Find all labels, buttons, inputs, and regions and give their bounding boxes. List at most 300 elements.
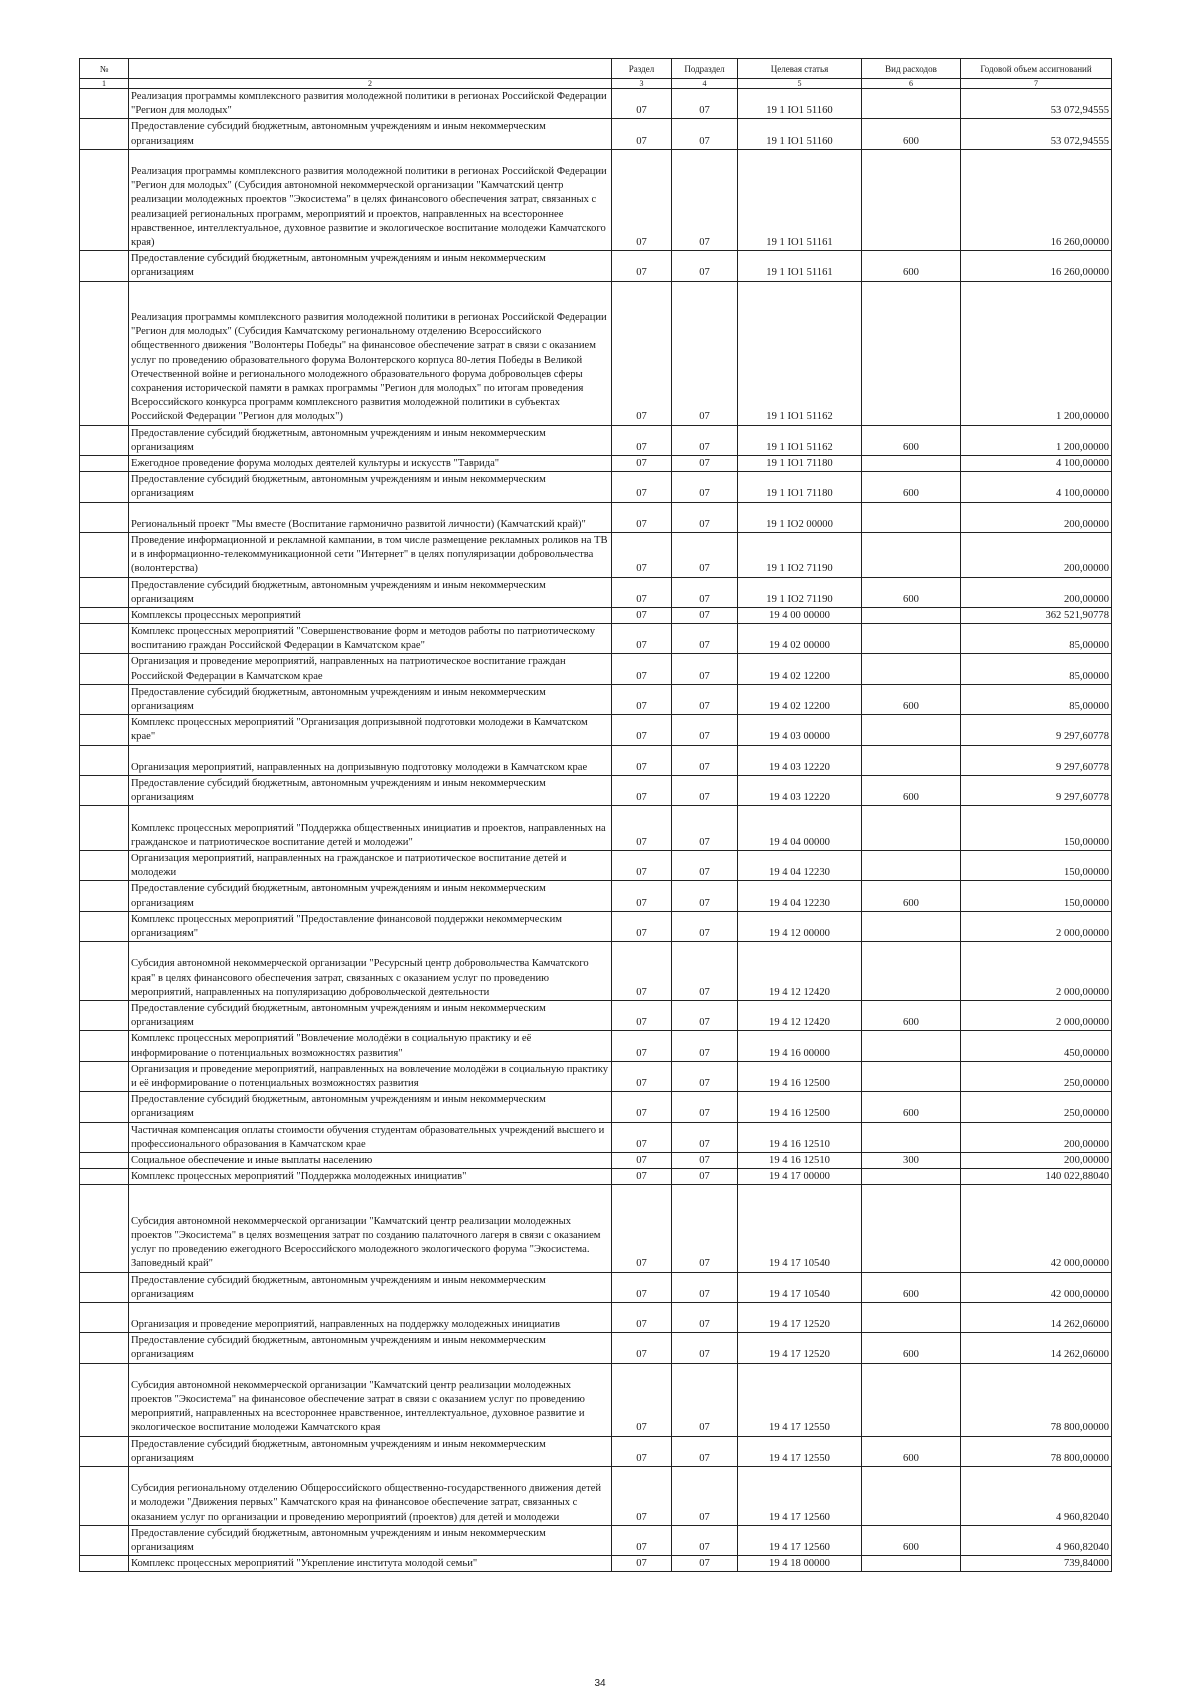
row-target-cell: 19 4 18 00000 bbox=[738, 1556, 862, 1572]
row-subsection-cell: 07 bbox=[672, 1272, 738, 1302]
table-row bbox=[80, 684, 1112, 714]
row-target-cell: 19 4 03 00000 bbox=[738, 715, 862, 745]
table-row bbox=[80, 455, 1112, 471]
row-expense-cell: 600 bbox=[862, 1333, 961, 1363]
row-number-cell bbox=[80, 1031, 129, 1061]
row-amount-cell: 140 022,88040 bbox=[961, 1169, 1112, 1185]
row-target-cell: 19 4 03 12220 bbox=[738, 776, 862, 806]
row-name-cell: Предоставление субсидий бюджетным, автономным учреждениям и иным некоммерческим организациям bbox=[129, 1001, 612, 1031]
row-target-cell: 19 4 02 00000 bbox=[738, 624, 862, 654]
row-expense-cell bbox=[862, 1302, 961, 1332]
row-number-cell bbox=[80, 472, 129, 502]
table-row bbox=[80, 1092, 1112, 1122]
row-target-cell: 19 4 12 12420 bbox=[738, 1001, 862, 1031]
row-name-cell: Субсидия автономной некоммерческой организации "Камчатский центр реализации молодежных проектов "Экосистема" в целях возмещения затрат по созданию палаточного лагеря в связи с оказанием услуг по проведению ежегодного Всероссийского молодежного экологического форума "Экосистема. Заповедный край" bbox=[129, 1185, 612, 1272]
row-number-cell bbox=[80, 1272, 129, 1302]
row-section-cell: 07 bbox=[612, 715, 672, 745]
row-section-cell: 07 bbox=[612, 1363, 672, 1436]
row-subsection-cell: 07 bbox=[672, 455, 738, 471]
row-amount-cell: 16 260,00000 bbox=[961, 251, 1112, 281]
row-target-cell: 19 1 IО1 51160 bbox=[738, 119, 862, 149]
table-row bbox=[80, 745, 1112, 775]
row-amount-cell: 85,00000 bbox=[961, 624, 1112, 654]
row-amount-cell: 150,00000 bbox=[961, 851, 1112, 881]
row-subsection-cell: 07 bbox=[672, 502, 738, 532]
table-row bbox=[80, 942, 1112, 1001]
row-number-cell bbox=[80, 745, 129, 775]
row-expense-cell: 600 bbox=[862, 1436, 961, 1466]
row-target-cell: 19 4 03 12220 bbox=[738, 745, 862, 775]
row-amount-cell: 9 297,60778 bbox=[961, 776, 1112, 806]
row-expense-cell bbox=[862, 1467, 961, 1526]
row-expense-cell: 600 bbox=[862, 425, 961, 455]
header-section: Раздел bbox=[612, 59, 672, 79]
row-expense-cell bbox=[862, 624, 961, 654]
row-number-cell bbox=[80, 624, 129, 654]
row-name-cell: Комплекс процессных мероприятий "Поддержка молодежных инициатив" bbox=[129, 1169, 612, 1185]
row-expense-cell: 600 bbox=[862, 577, 961, 607]
row-expense-cell bbox=[862, 607, 961, 623]
row-target-cell: 19 1 IО1 51161 bbox=[738, 251, 862, 281]
row-target-cell: 19 4 12 00000 bbox=[738, 911, 862, 941]
column-number: 2 bbox=[129, 79, 612, 89]
row-subsection-cell: 07 bbox=[672, 1436, 738, 1466]
row-expense-cell bbox=[862, 851, 961, 881]
row-section-cell: 07 bbox=[612, 1525, 672, 1555]
row-subsection-cell: 07 bbox=[672, 472, 738, 502]
row-target-cell: 19 4 17 12560 bbox=[738, 1467, 862, 1526]
row-section-cell: 07 bbox=[612, 1556, 672, 1572]
row-target-cell: 19 1 IО1 51162 bbox=[738, 281, 862, 425]
row-target-cell: 19 4 02 12200 bbox=[738, 654, 862, 684]
row-amount-cell: 200,00000 bbox=[961, 1122, 1112, 1152]
table-row bbox=[80, 1467, 1112, 1526]
budget-table bbox=[79, 58, 1112, 1572]
row-target-cell: 19 4 00 00000 bbox=[738, 607, 862, 623]
row-expense-cell bbox=[862, 911, 961, 941]
row-target-cell: 19 1 IО1 71180 bbox=[738, 455, 862, 471]
row-section-cell: 07 bbox=[612, 425, 672, 455]
table-row bbox=[80, 1302, 1112, 1332]
table-row bbox=[80, 577, 1112, 607]
row-expense-cell bbox=[862, 149, 961, 250]
row-amount-cell: 2 000,00000 bbox=[961, 942, 1112, 1001]
row-target-cell: 19 4 17 10540 bbox=[738, 1185, 862, 1272]
row-subsection-cell: 07 bbox=[672, 1467, 738, 1526]
row-target-cell: 19 4 04 12230 bbox=[738, 881, 862, 911]
row-number-cell bbox=[80, 1001, 129, 1031]
row-amount-cell: 42 000,00000 bbox=[961, 1185, 1112, 1272]
row-name-cell: Социальное обеспечение и иные выплаты населению bbox=[129, 1152, 612, 1168]
row-amount-cell: 362 521,90778 bbox=[961, 607, 1112, 623]
row-subsection-cell: 07 bbox=[672, 1363, 738, 1436]
row-section-cell: 07 bbox=[612, 624, 672, 654]
row-number-cell bbox=[80, 1152, 129, 1168]
table-row bbox=[80, 1333, 1112, 1363]
table-row bbox=[80, 851, 1112, 881]
table-row bbox=[80, 624, 1112, 654]
row-name-cell: Организация и проведение мероприятий, направленных на патриотическое воспитание граждан Российской Федерации в Камчатском крае bbox=[129, 654, 612, 684]
column-number: 4 bbox=[672, 79, 738, 89]
row-number-cell bbox=[80, 425, 129, 455]
row-name-cell: Предоставление субсидий бюджетным, автономным учреждениям и иным некоммерческим организациям bbox=[129, 119, 612, 149]
row-section-cell: 07 bbox=[612, 942, 672, 1001]
row-expense-cell bbox=[862, 806, 961, 851]
row-subsection-cell: 07 bbox=[672, 1001, 738, 1031]
row-amount-cell: 4 100,00000 bbox=[961, 455, 1112, 471]
row-expense-cell bbox=[862, 89, 961, 119]
row-target-cell: 19 4 04 00000 bbox=[738, 806, 862, 851]
table-row bbox=[80, 89, 1112, 119]
row-expense-cell bbox=[862, 1363, 961, 1436]
header-expense: Вид расходов bbox=[862, 59, 961, 79]
table-row bbox=[80, 1272, 1112, 1302]
row-name-cell: Реализация программы комплексного развития молодежной политики в регионах Российской Федерации "Регион для молодых" (Субсидия Камчатскому региональному отделению Всероссийского общественного движения "Волонтеры Победы" на финансовое обеспечение затрат в связи с оказанием услуг по проведению образовательного форума Волонтерского корпуса 80-летия Победы в Великой Отечественной войне и регионального молодежного образовательного форума добровольцев сферы сохранения исторической памяти в рамках программы "Регион для молодых" по итогам проведения Всероссийского конкурса программ комплексного развития молодежной политики в субъектах Российской Федерации "Регион для молодых") bbox=[129, 281, 612, 425]
table-row bbox=[80, 607, 1112, 623]
row-subsection-cell: 07 bbox=[672, 1525, 738, 1555]
row-expense-cell bbox=[862, 1185, 961, 1272]
row-amount-cell: 200,00000 bbox=[961, 577, 1112, 607]
row-subsection-cell: 07 bbox=[672, 806, 738, 851]
row-subsection-cell: 07 bbox=[672, 1333, 738, 1363]
row-section-cell: 07 bbox=[612, 577, 672, 607]
row-section-cell: 07 bbox=[612, 502, 672, 532]
row-name-cell: Комплекс процессных мероприятий "Совершенствование форм и методов работы по патриотическому воспитанию граждан Российской Федерации в Камчатском крае" bbox=[129, 624, 612, 654]
row-expense-cell: 600 bbox=[862, 1272, 961, 1302]
column-number: 7 bbox=[961, 79, 1112, 89]
row-name-cell: Комплекс процессных мероприятий "Укрепление института молодой семьи" bbox=[129, 1556, 612, 1572]
table-row bbox=[80, 425, 1112, 455]
row-subsection-cell: 07 bbox=[672, 881, 738, 911]
row-name-cell: Ежегодное проведение форума молодых деятелей культуры и искусств "Таврида" bbox=[129, 455, 612, 471]
row-expense-cell bbox=[862, 1169, 961, 1185]
row-subsection-cell: 07 bbox=[672, 251, 738, 281]
table-row bbox=[80, 472, 1112, 502]
row-subsection-cell: 07 bbox=[672, 911, 738, 941]
row-subsection-cell: 07 bbox=[672, 1152, 738, 1168]
table-row bbox=[80, 911, 1112, 941]
row-section-cell: 07 bbox=[612, 684, 672, 714]
row-number-cell bbox=[80, 684, 129, 714]
row-amount-cell: 78 800,00000 bbox=[961, 1436, 1112, 1466]
row-number-cell bbox=[80, 607, 129, 623]
row-section-cell: 07 bbox=[612, 1467, 672, 1526]
row-section-cell: 07 bbox=[612, 654, 672, 684]
row-number-cell bbox=[80, 1556, 129, 1572]
row-name-cell: Частичная компенсация оплаты стоимости обучения студентам образовательных учреждений высшего и профессионального образования в Камчатском крае bbox=[129, 1122, 612, 1152]
row-section-cell: 07 bbox=[612, 607, 672, 623]
row-target-cell: 19 4 04 12230 bbox=[738, 851, 862, 881]
row-name-cell: Комплексы процессных мероприятий bbox=[129, 607, 612, 623]
row-subsection-cell: 07 bbox=[672, 89, 738, 119]
row-amount-cell: 14 262,06000 bbox=[961, 1333, 1112, 1363]
table-row bbox=[80, 881, 1112, 911]
row-name-cell: Проведение информационной и рекламной кампании, в том числе размещение рекламных роликов на ТВ и в информационно-телекоммуникационной сети "Интернет" в целях популяризации добровольчества (волонтерства) bbox=[129, 532, 612, 577]
row-expense-cell bbox=[862, 455, 961, 471]
row-expense-cell: 600 bbox=[862, 1001, 961, 1031]
row-expense-cell bbox=[862, 1556, 961, 1572]
header-target: Целевая статья bbox=[738, 59, 862, 79]
row-number-cell bbox=[80, 715, 129, 745]
row-name-cell: Организация мероприятий, направленных на гражданское и патриотическое воспитание детей и молодежи bbox=[129, 851, 612, 881]
row-section-cell: 07 bbox=[612, 149, 672, 250]
row-name-cell: Комплекс процессных мероприятий "Организация допризывной подготовки молодежи в Камчатском крае" bbox=[129, 715, 612, 745]
row-section-cell: 07 bbox=[612, 455, 672, 471]
column-numbers-row bbox=[80, 79, 1112, 89]
header-volume: Годовой объем ассигнований bbox=[961, 59, 1112, 79]
row-expense-cell bbox=[862, 1031, 961, 1061]
row-target-cell: 19 4 17 12520 bbox=[738, 1302, 862, 1332]
row-number-cell bbox=[80, 1525, 129, 1555]
row-name-cell: Предоставление субсидий бюджетным, автономным учреждениям и иным некоммерческим организациям bbox=[129, 1333, 612, 1363]
table-row bbox=[80, 1436, 1112, 1466]
table-row bbox=[80, 1001, 1112, 1031]
row-amount-cell: 42 000,00000 bbox=[961, 1272, 1112, 1302]
row-number-cell bbox=[80, 1169, 129, 1185]
row-amount-cell: 4 960,82040 bbox=[961, 1467, 1112, 1526]
row-target-cell: 19 1 IО2 71190 bbox=[738, 577, 862, 607]
row-section-cell: 07 bbox=[612, 745, 672, 775]
row-subsection-cell: 07 bbox=[672, 851, 738, 881]
row-target-cell: 19 4 12 12420 bbox=[738, 942, 862, 1001]
row-expense-cell: 600 bbox=[862, 472, 961, 502]
row-amount-cell: 53 072,94555 bbox=[961, 89, 1112, 119]
row-amount-cell: 200,00000 bbox=[961, 502, 1112, 532]
row-number-cell bbox=[80, 776, 129, 806]
row-amount-cell: 2 000,00000 bbox=[961, 1001, 1112, 1031]
header-name bbox=[129, 59, 612, 79]
row-number-cell bbox=[80, 149, 129, 250]
row-section-cell: 07 bbox=[612, 911, 672, 941]
table-row bbox=[80, 1363, 1112, 1436]
row-amount-cell: 1 200,00000 bbox=[961, 425, 1112, 455]
row-number-cell bbox=[80, 942, 129, 1001]
row-number-cell bbox=[80, 89, 129, 119]
row-amount-cell: 14 262,06000 bbox=[961, 1302, 1112, 1332]
row-expense-cell: 600 bbox=[862, 251, 961, 281]
table-row bbox=[80, 776, 1112, 806]
row-number-cell bbox=[80, 1122, 129, 1152]
row-target-cell: 19 1 IО1 71180 bbox=[738, 472, 862, 502]
row-amount-cell: 85,00000 bbox=[961, 684, 1112, 714]
row-name-cell: Предоставление субсидий бюджетным, автономным учреждениям и иным некоммерческим организациям bbox=[129, 1092, 612, 1122]
row-expense-cell bbox=[862, 1061, 961, 1091]
row-number-cell bbox=[80, 1185, 129, 1272]
table-row bbox=[80, 1031, 1112, 1061]
row-section-cell: 07 bbox=[612, 1061, 672, 1091]
row-name-cell: Предоставление субсидий бюджетным, автономным учреждениям и иным некоммерческим организациям bbox=[129, 251, 612, 281]
row-expense-cell bbox=[862, 281, 961, 425]
row-name-cell: Предоставление субсидий бюджетным, автономным учреждениям и иным некоммерческим организациям bbox=[129, 881, 612, 911]
row-target-cell: 19 4 16 12510 bbox=[738, 1152, 862, 1168]
row-subsection-cell: 07 bbox=[672, 624, 738, 654]
row-subsection-cell: 07 bbox=[672, 425, 738, 455]
row-section-cell: 07 bbox=[612, 472, 672, 502]
row-subsection-cell: 07 bbox=[672, 942, 738, 1001]
row-section-cell: 07 bbox=[612, 1272, 672, 1302]
row-amount-cell: 9 297,60778 bbox=[961, 715, 1112, 745]
row-name-cell: Предоставление субсидий бюджетным, автономным учреждениям и иным некоммерческим организациям bbox=[129, 425, 612, 455]
row-expense-cell: 600 bbox=[862, 1525, 961, 1555]
row-amount-cell: 1 200,00000 bbox=[961, 281, 1112, 425]
row-section-cell: 07 bbox=[612, 251, 672, 281]
table-row bbox=[80, 1185, 1112, 1272]
row-section-cell: 07 bbox=[612, 806, 672, 851]
row-subsection-cell: 07 bbox=[672, 1556, 738, 1572]
table-row bbox=[80, 502, 1112, 532]
row-subsection-cell: 07 bbox=[672, 776, 738, 806]
row-name-cell: Предоставление субсидий бюджетным, автономным учреждениям и иным некоммерческим организациям bbox=[129, 1436, 612, 1466]
row-section-cell: 07 bbox=[612, 1092, 672, 1122]
row-section-cell: 07 bbox=[612, 1185, 672, 1272]
row-subsection-cell: 07 bbox=[672, 715, 738, 745]
row-target-cell: 19 4 17 12550 bbox=[738, 1363, 862, 1436]
row-subsection-cell: 07 bbox=[672, 1302, 738, 1332]
row-name-cell: Субсидия автономной некоммерческой организации "Камчатский центр реализации молодежных проектов "Экосистема" на финансовое обеспечение затрат в связи с оказанием услуг по проведению мероприятий, направленных на всестороннее нравственное, интеллектуальное, духовное развитие и экологическое воспитание молодежи Камчатского края bbox=[129, 1363, 612, 1436]
row-amount-cell: 9 297,60778 bbox=[961, 745, 1112, 775]
row-target-cell: 19 1 IО1 51161 bbox=[738, 149, 862, 250]
row-expense-cell bbox=[862, 745, 961, 775]
table-row bbox=[80, 251, 1112, 281]
row-subsection-cell: 07 bbox=[672, 1092, 738, 1122]
row-subsection-cell: 07 bbox=[672, 119, 738, 149]
row-number-cell bbox=[80, 281, 129, 425]
row-amount-cell: 150,00000 bbox=[961, 806, 1112, 851]
column-number: 5 bbox=[738, 79, 862, 89]
row-name-cell: Организация и проведение мероприятий, направленных на вовлечение молодёжи в социальную практику и её информирование о потенциальных возможностях развития bbox=[129, 1061, 612, 1091]
header-num: № bbox=[80, 59, 129, 79]
row-target-cell: 19 1 IО2 71190 bbox=[738, 532, 862, 577]
row-expense-cell: 600 bbox=[862, 881, 961, 911]
page-number: 34 bbox=[594, 1678, 606, 1689]
row-number-cell bbox=[80, 654, 129, 684]
row-section-cell: 07 bbox=[612, 1436, 672, 1466]
row-subsection-cell: 07 bbox=[672, 1185, 738, 1272]
row-subsection-cell: 07 bbox=[672, 1031, 738, 1061]
row-name-cell: Реализация программы комплексного развития молодежной политики в регионах Российской Федерации "Регион для молодых" bbox=[129, 89, 612, 119]
table-row bbox=[80, 806, 1112, 851]
row-subsection-cell: 07 bbox=[672, 577, 738, 607]
table-row bbox=[80, 281, 1112, 425]
row-amount-cell: 85,00000 bbox=[961, 654, 1112, 684]
row-number-cell bbox=[80, 1436, 129, 1466]
row-number-cell bbox=[80, 119, 129, 149]
row-expense-cell bbox=[862, 502, 961, 532]
row-expense-cell bbox=[862, 654, 961, 684]
table-row bbox=[80, 532, 1112, 577]
table-row bbox=[80, 1556, 1112, 1572]
row-subsection-cell: 07 bbox=[672, 532, 738, 577]
table-header-row bbox=[80, 59, 1112, 79]
row-number-cell bbox=[80, 851, 129, 881]
row-name-cell: Организация и проведение мероприятий, направленных на поддержку молодежных инициатив bbox=[129, 1302, 612, 1332]
row-amount-cell: 200,00000 bbox=[961, 532, 1112, 577]
row-section-cell: 07 bbox=[612, 532, 672, 577]
row-target-cell: 19 4 16 12500 bbox=[738, 1092, 862, 1122]
row-number-cell bbox=[80, 1061, 129, 1091]
row-number-cell bbox=[80, 881, 129, 911]
column-number: 1 bbox=[80, 79, 129, 89]
row-expense-cell bbox=[862, 715, 961, 745]
column-number: 3 bbox=[612, 79, 672, 89]
row-expense-cell bbox=[862, 1122, 961, 1152]
row-amount-cell: 16 260,00000 bbox=[961, 149, 1112, 250]
row-name-cell: Предоставление субсидий бюджетным, автономным учреждениям и иным некоммерческим организациям bbox=[129, 684, 612, 714]
row-subsection-cell: 07 bbox=[672, 654, 738, 684]
row-name-cell: Предоставление субсидий бюджетным, автономным учреждениям и иным некоммерческим организациям bbox=[129, 776, 612, 806]
row-section-cell: 07 bbox=[612, 1152, 672, 1168]
row-amount-cell: 53 072,94555 bbox=[961, 119, 1112, 149]
row-number-cell bbox=[80, 532, 129, 577]
row-name-cell: Субсидия региональному отделению Общероссийского общественно-государственного движения детей и молодежи "Движения первых" Камчатского края на финансовое обеспечение затрат, связанных с оказанием услуг по организации и проведению мероприятий (проектов) для детей и молодежи bbox=[129, 1467, 612, 1526]
row-target-cell: 19 4 16 00000 bbox=[738, 1031, 862, 1061]
header-subsection: Подраздел bbox=[672, 59, 738, 79]
row-amount-cell: 4 100,00000 bbox=[961, 472, 1112, 502]
row-subsection-cell: 07 bbox=[672, 149, 738, 250]
row-target-cell: 19 1 IО2 00000 bbox=[738, 502, 862, 532]
row-amount-cell: 4 960,82040 bbox=[961, 1525, 1112, 1555]
row-section-cell: 07 bbox=[612, 1169, 672, 1185]
row-number-cell bbox=[80, 577, 129, 607]
row-name-cell: Субсидия автономной некоммерческой организации "Ресурсный центр добровольчества Камчатского края" в целях финансового обеспечения затрат, связанных с оказанием услуг по проведению мероприятий, направленных на популяризацию добровольческой деятельности bbox=[129, 942, 612, 1001]
row-name-cell: Комплекс процессных мероприятий "Вовлечение молодёжи в социальную практику и её информирование о потенциальных возможностях развития" bbox=[129, 1031, 612, 1061]
row-number-cell bbox=[80, 911, 129, 941]
row-amount-cell: 450,00000 bbox=[961, 1031, 1112, 1061]
row-number-cell bbox=[80, 1092, 129, 1122]
row-section-cell: 07 bbox=[612, 1001, 672, 1031]
column-number: 6 bbox=[862, 79, 961, 89]
table-row bbox=[80, 1122, 1112, 1152]
row-expense-cell: 600 bbox=[862, 119, 961, 149]
table-body bbox=[80, 89, 1112, 1572]
row-number-cell bbox=[80, 1363, 129, 1436]
row-section-cell: 07 bbox=[612, 1031, 672, 1061]
table-row bbox=[80, 1525, 1112, 1555]
row-target-cell: 19 4 16 12510 bbox=[738, 1122, 862, 1152]
row-section-cell: 07 bbox=[612, 281, 672, 425]
table-row bbox=[80, 1061, 1112, 1091]
row-expense-cell: 300 bbox=[862, 1152, 961, 1168]
table-row bbox=[80, 1169, 1112, 1185]
row-expense-cell: 600 bbox=[862, 684, 961, 714]
row-section-cell: 07 bbox=[612, 1122, 672, 1152]
row-amount-cell: 200,00000 bbox=[961, 1152, 1112, 1168]
row-number-cell bbox=[80, 806, 129, 851]
row-number-cell bbox=[80, 1302, 129, 1332]
row-expense-cell bbox=[862, 942, 961, 1001]
row-section-cell: 07 bbox=[612, 851, 672, 881]
table-row bbox=[80, 1152, 1112, 1168]
row-section-cell: 07 bbox=[612, 881, 672, 911]
row-subsection-cell: 07 bbox=[672, 1061, 738, 1091]
row-expense-cell: 600 bbox=[862, 1092, 961, 1122]
row-target-cell: 19 1 IО1 51162 bbox=[738, 425, 862, 455]
row-target-cell: 19 4 02 12200 bbox=[738, 684, 862, 714]
row-name-cell: Предоставление субсидий бюджетным, автономным учреждениям и иным некоммерческим организациям bbox=[129, 1525, 612, 1555]
row-number-cell bbox=[80, 1467, 129, 1526]
row-name-cell: Предоставление субсидий бюджетным, автономным учреждениям и иным некоммерческим организациям bbox=[129, 577, 612, 607]
row-name-cell: Предоставление субсидий бюджетным, автономным учреждениям и иным некоммерческим организациям bbox=[129, 1272, 612, 1302]
table-row bbox=[80, 149, 1112, 250]
row-name-cell: Комплекс процессных мероприятий "Поддержка общественных инициатив и проектов, направленных на гражданское и патриотическое воспитание детей и молодежи" bbox=[129, 806, 612, 851]
row-subsection-cell: 07 bbox=[672, 607, 738, 623]
row-name-cell: Организация мероприятий, направленных на допризывную подготовку молодежи в Камчатском крае bbox=[129, 745, 612, 775]
row-name-cell: Региональный проект "Мы вместе (Воспитание гармонично развитой личности) (Камчатский край)" bbox=[129, 502, 612, 532]
row-section-cell: 07 bbox=[612, 119, 672, 149]
row-amount-cell: 78 800,00000 bbox=[961, 1363, 1112, 1436]
table-row bbox=[80, 715, 1112, 745]
row-target-cell: 19 4 17 12550 bbox=[738, 1436, 862, 1466]
